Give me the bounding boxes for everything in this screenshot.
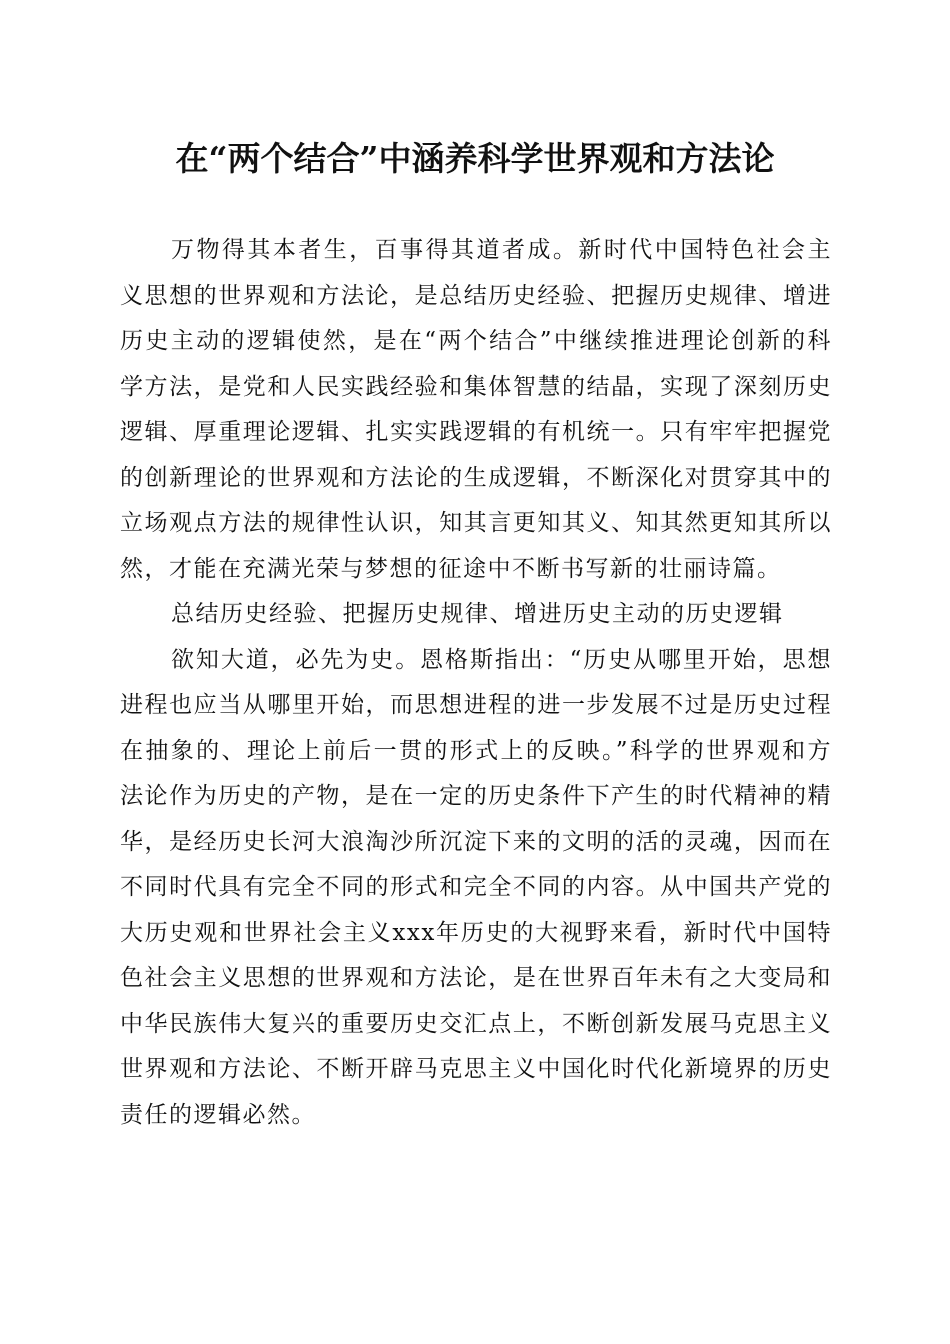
section-heading: 总结历史经验、把握历史规律、增进历史主动的历史逻辑 bbox=[171, 601, 784, 627]
document-body bbox=[120, 228, 832, 1138]
section-paragraph: 欲知大道，必先为史。恩格斯指出：“历史从哪里开始，思想进程也应当从哪里开始，而思想进程的进一步发展不过是历史过程在抽象的、理论上前后一贯的形式上的反映。”科学的世界观和方法论作为历史的产物，是在一定的历史条件下产生的时代精神的精华，是经历史长河大浪淘沙所沉淀下来的文明的活的灵魂，因而在不同时代具有完全不同的形式和完全不同的内容。从中国共产党的大历史观和世界社会主义xxx年历史的大视野来看，新时代中国特色社会主义思想的世界观和方法论，是在世界百年未有之大变局和中华民族伟大复兴的重要历史交汇点上，不断创新发展马克思主义世界观和方法论、不断开辟马克思主义中国化时代化新境界的历史责任的逻辑必然。 bbox=[120, 646, 832, 1128]
intro-paragraph: 万物得其本者生，百事得其道者成。新时代中国特色社会主义思想的世界观和方法论，是总结历史经验、把握历史规律、增进历史主动的逻辑使然，是在“两个结合”中继续推进理论创新的科学方法，是党和人民实践经验和集体智慧的结晶，实现了深刻历史逻辑、厚重理论逻辑、扎实实践逻辑的有机统一。只有牢牢把握党的创新理论的世界观和方法论的生成逻辑，不断深化对贯穿其中的立场观点方法的规律性认识，知其言更知其义、知其然更知其所以然，才能在充满光荣与梦想的征途中不断书写新的壮丽诗篇。 bbox=[120, 237, 832, 582]
document-title: 在“两个结合”中涵养科学世界观和方法论 bbox=[175, 139, 775, 178]
